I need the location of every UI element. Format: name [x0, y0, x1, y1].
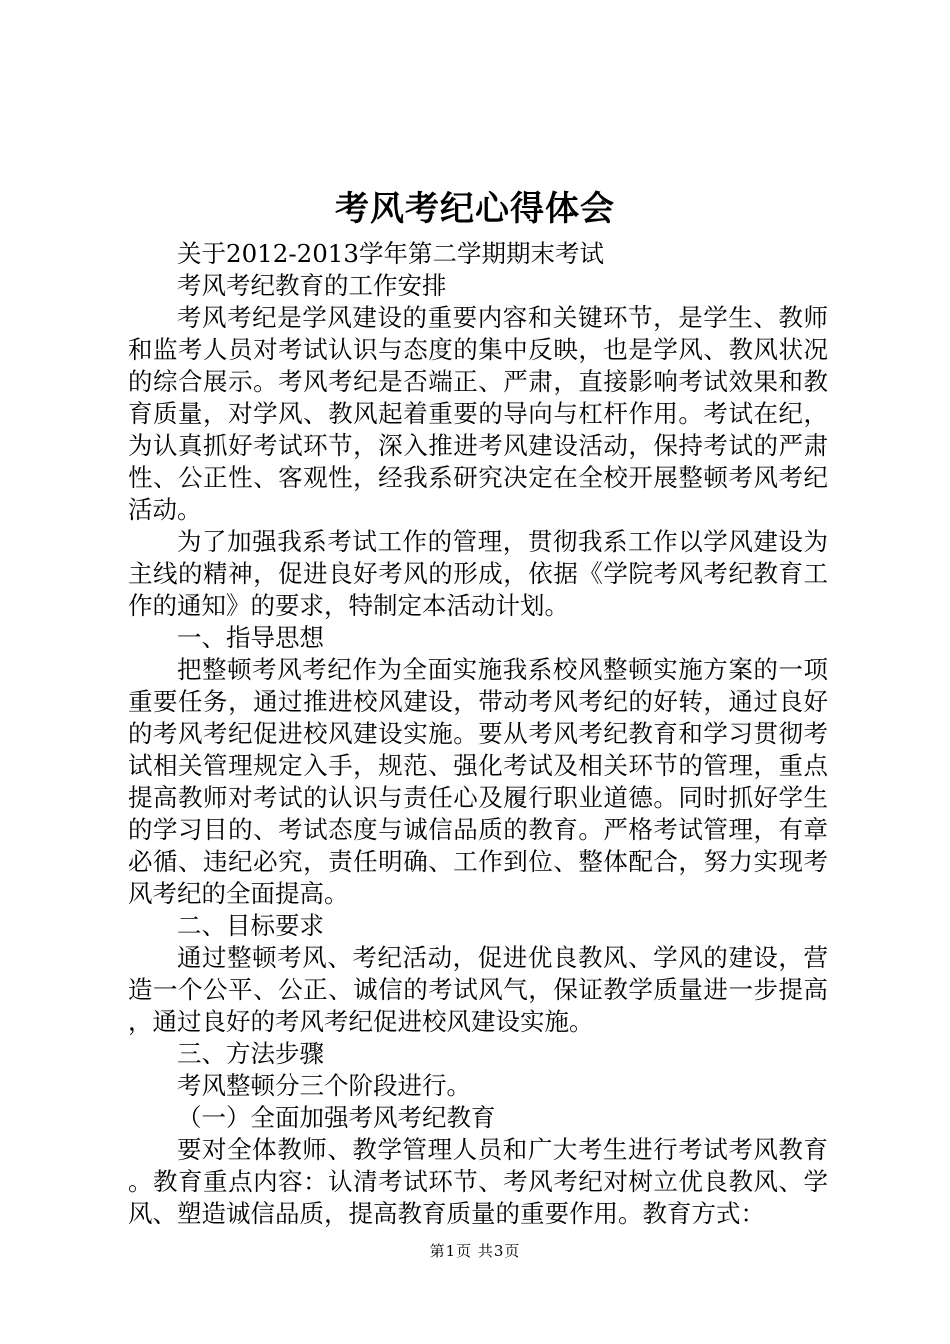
paragraph-1: 关于2012-2013学年第二学期期末考试 — [177, 239, 604, 268]
paragraph-10: 考风整顿分三个阶段进行。 — [177, 1071, 471, 1100]
paragraph-8: 通过整顿考风、考纪活动，促进优良教风、学风的建设，营造一个公平、公正、诚信的考试风气，保证教学质量进一步提高，通过良好的考风考纪促进校风建设实施。 — [128, 943, 828, 1036]
paragraph-6: 把整顿考风考纪作为全面实施我系校风整顿实施方案的一项重要任务，通过推进校风建设，带动考风考纪的好转，通过良好的考风考纪促进校风建设实施。要从考风考纪教育和学习贯彻考试相关管理规定入手，规范、强化考试及相关环节的管理，重点提高教师对考试的认识与责任心及履行职业道德。同时抓好学生的学习目的、考试态度与诚信品质的教育。严格考试管理，有章必循、违纪必究，责任明确、工作到位、整体配合，努力实现考风考纪的全面提高。 — [128, 655, 828, 908]
paragraph-2: 考风考纪教育的工作安排 — [177, 271, 447, 300]
paragraph-3: 考风考纪是学风建设的重要内容和关键环节，是学生、教师和监考人员对考试认识与态度的集中反映，也是学风、教风状况的综合展示。考风考纪是否端正、严肃，直接影响考试效果和教育质量，对学风、教风起着重要的导向与杠杆作用。考试在纪，为认真抓好考试环节，深入推进考风建设活动，保持考试的严肃性、公正性、客观性，经我系研究决定在全校开展整顿考风考纪活动。 — [128, 303, 828, 524]
paragraph-12: 要对全体教师、教学管理人员和广大考生进行考试考风教育。教育重点内容：认清考试环节、考风考纪对树立优良教风、学风、塑造诚信品质，提高教育质量的重要作用。教育方式： — [128, 1135, 828, 1228]
section-heading-goals: 二、目标要求 — [177, 911, 324, 940]
subsection-heading-education: （一）全面加强考风考纪教育 — [177, 1103, 496, 1132]
section-heading-method-steps: 三、方法步骤 — [177, 1039, 324, 1068]
section-heading-guiding-thought: 一、指导思想 — [177, 623, 324, 652]
page-footer: 第1页 共3页 — [429, 1242, 521, 1260]
document-title: 考风考纪心得体会 — [335, 189, 615, 229]
document-body — [128, 238, 828, 1230]
paragraph-4: 为了加强我系考试工作的管理，贯彻我系工作以学风建设为主线的精神，促进良好考风的形成，依据《学院考风考纪教育工作的通知》的要求，特制定本活动计划。 — [128, 527, 828, 620]
